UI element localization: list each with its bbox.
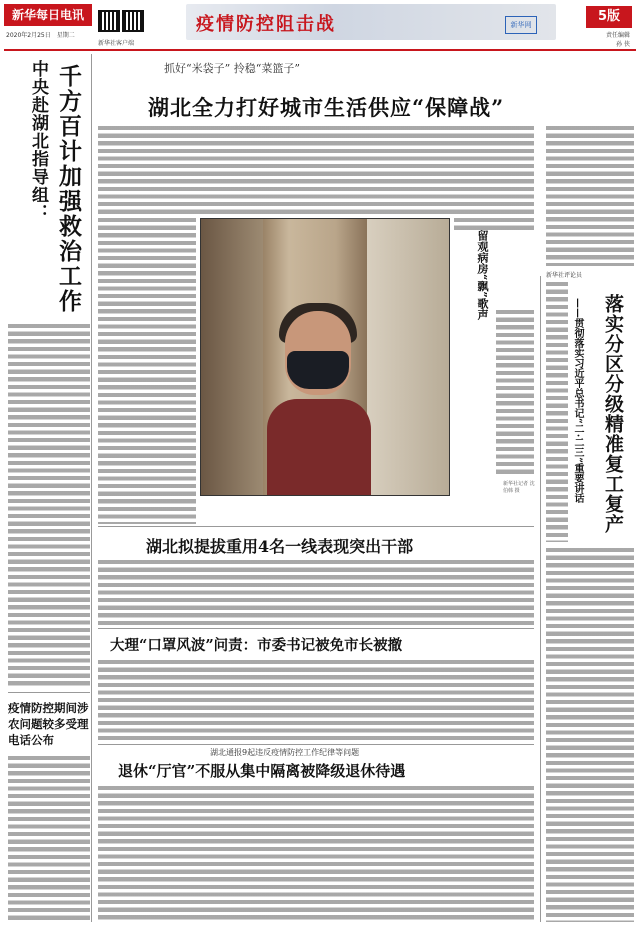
editor-name: 孙 侠 [616, 41, 630, 48]
issue-date: 2020年2月25日 [6, 32, 51, 39]
main-article-text-left [98, 218, 196, 524]
story-headline-dali: 大理“口罩风波”问责：市委书记被免市长被撤 [110, 637, 403, 654]
divider [98, 526, 534, 527]
story-headline-promotion: 湖北拟提拔重用4名一线表现突出干部 [146, 537, 414, 556]
photo-coat [267, 399, 371, 496]
commentary-subheadline: ——贯彻落实习近平总书记“二·二三”重要讲话 [572, 298, 583, 503]
banner-title: 疫情防控阻击战 [196, 14, 336, 35]
left-headline: 千方百计加强救治工作 [55, 64, 82, 314]
main-article-text [98, 126, 534, 214]
editor-info [590, 31, 630, 49]
photo-door-left [201, 219, 263, 496]
qr-code-icon [122, 10, 144, 32]
story-kicker-hubei: 湖北通报9起违反疫情防控工作纪律等问题 [210, 748, 360, 757]
divider [98, 628, 534, 629]
main-article-text-right [454, 218, 534, 230]
photo-wall [367, 219, 450, 496]
issue-weekday: 星期二 [56, 32, 75, 39]
divider [8, 692, 90, 693]
page-number: 5版 [586, 6, 632, 28]
masthead-rule [4, 49, 636, 51]
photo-caption: 留观病房“飘”歌声 [476, 230, 489, 320]
story-text-dali [98, 660, 534, 742]
commentary-text-upper [546, 282, 568, 542]
commentary-headline: 落实分区分级精准复工复产 [602, 294, 624, 534]
xinhuanet-logo: 新华网 [505, 16, 537, 34]
story-headline-hubei: 退休“厅官”不服从集中隔离被降级退休待遇 [118, 762, 406, 780]
left-article-text [8, 324, 90, 686]
main-kicker: 抓好“米袋子” 拎稳“菜篮子” [164, 62, 300, 75]
left-secondary-text [8, 756, 90, 920]
commentary-text [546, 548, 634, 922]
commentary-tag: 新华社评论员 [546, 272, 583, 279]
date-line [6, 30, 75, 39]
photo-mask [287, 351, 349, 389]
left-secondary-headline: 疫情防控期间涉农问题较多受理电话公布 [8, 701, 89, 747]
app-label: 新华社客户端 [98, 40, 135, 47]
paper-logo: 新华每日电讯 [4, 4, 92, 26]
story-text-hubei [98, 786, 534, 922]
main-headline: 湖北全力打好城市生活供应“保障战” [148, 95, 505, 120]
divider [98, 744, 534, 745]
editor-label: 责任编辑 [605, 32, 630, 39]
photo-credit: 新华社记者 沈伯韩 摄 [503, 481, 535, 494]
right-continued-text [546, 126, 634, 266]
photo-caption-text [496, 310, 534, 476]
qr-code-icon [98, 10, 120, 32]
nurse-photo [200, 218, 450, 496]
right-column-rule [540, 276, 541, 922]
left-kicker: 中央赴湖北指导组： [28, 60, 48, 222]
story-text-promotion [98, 560, 534, 626]
